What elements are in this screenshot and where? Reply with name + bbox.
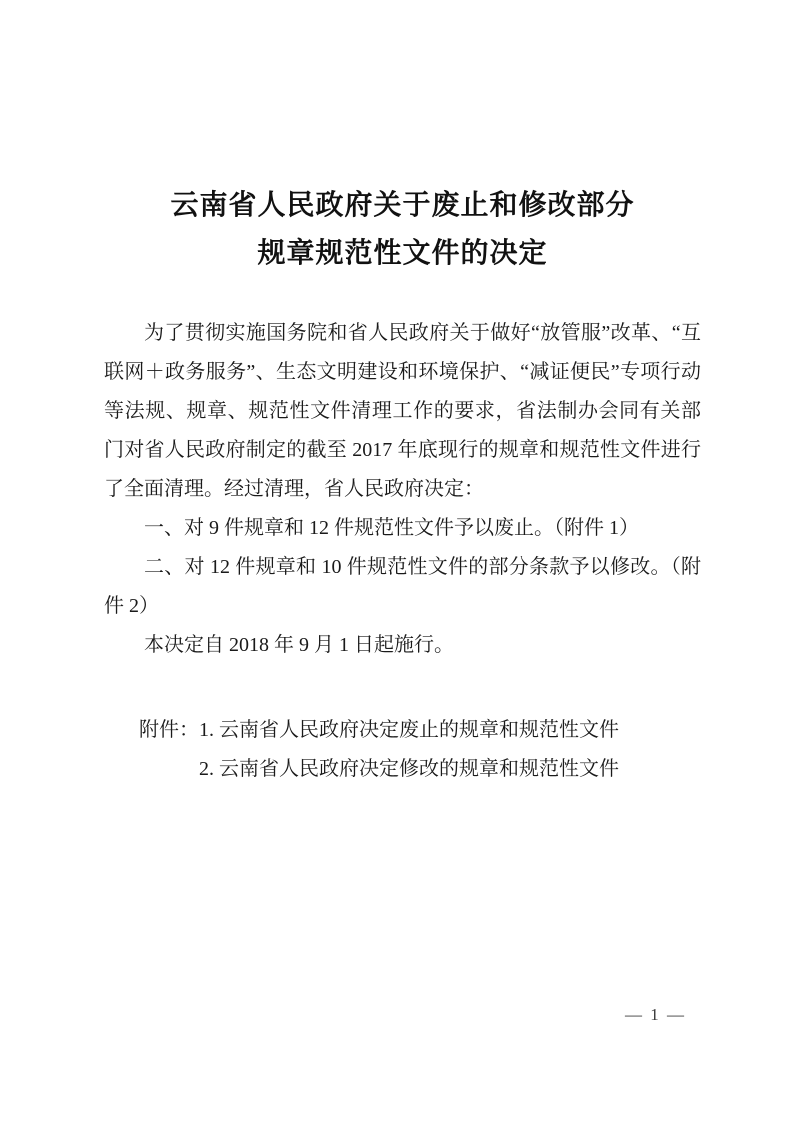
attachment-item-2: 2. 云南省人民政府决定修改的规章和规范性文件 <box>199 758 619 780</box>
document-title <box>104 182 701 278</box>
document-body <box>104 314 701 665</box>
attachments-block <box>104 711 701 789</box>
attachments-label: 附件： <box>139 719 199 741</box>
attachment-item-1: 1. 云南省人民政府决定废止的规章和规范性文件 <box>199 719 619 741</box>
body-paragraph-item-1: 一、对 9 件规章和 12 件规范性文件予以废止。（附件 1） <box>144 517 639 539</box>
attachments-list <box>199 711 701 789</box>
body-paragraph-item-2: 二、对 12 件规章和 10 件规范性文件的部分条款予以修改。（附件 2） <box>104 556 701 617</box>
document-title-line-2: 规章规范性文件的决定 <box>257 238 548 269</box>
document-title-line-1: 云南省人民政府关于废止和修改部分 <box>170 190 635 221</box>
document-content <box>104 0 701 789</box>
page-number: — 1 — <box>625 1005 686 1024</box>
body-paragraph-intro: 为了贯彻实施国务院和省人民政府关于做好“放管服”改革、“互联网＋政务服务”、生态文明建设和环境保护、“减证便民”专项行动等法规、规章、规范性文件清理工作的要求，省法制办会同有关部门对省人民政府制定的截至 2017 年底现行的规章和规范性文件进行了全面清理。经过清理，省人民政府决定： <box>104 322 701 500</box>
body-paragraph-effective-date: 本决定自 2018 年 9 月 1 日起施行。 <box>144 634 454 656</box>
